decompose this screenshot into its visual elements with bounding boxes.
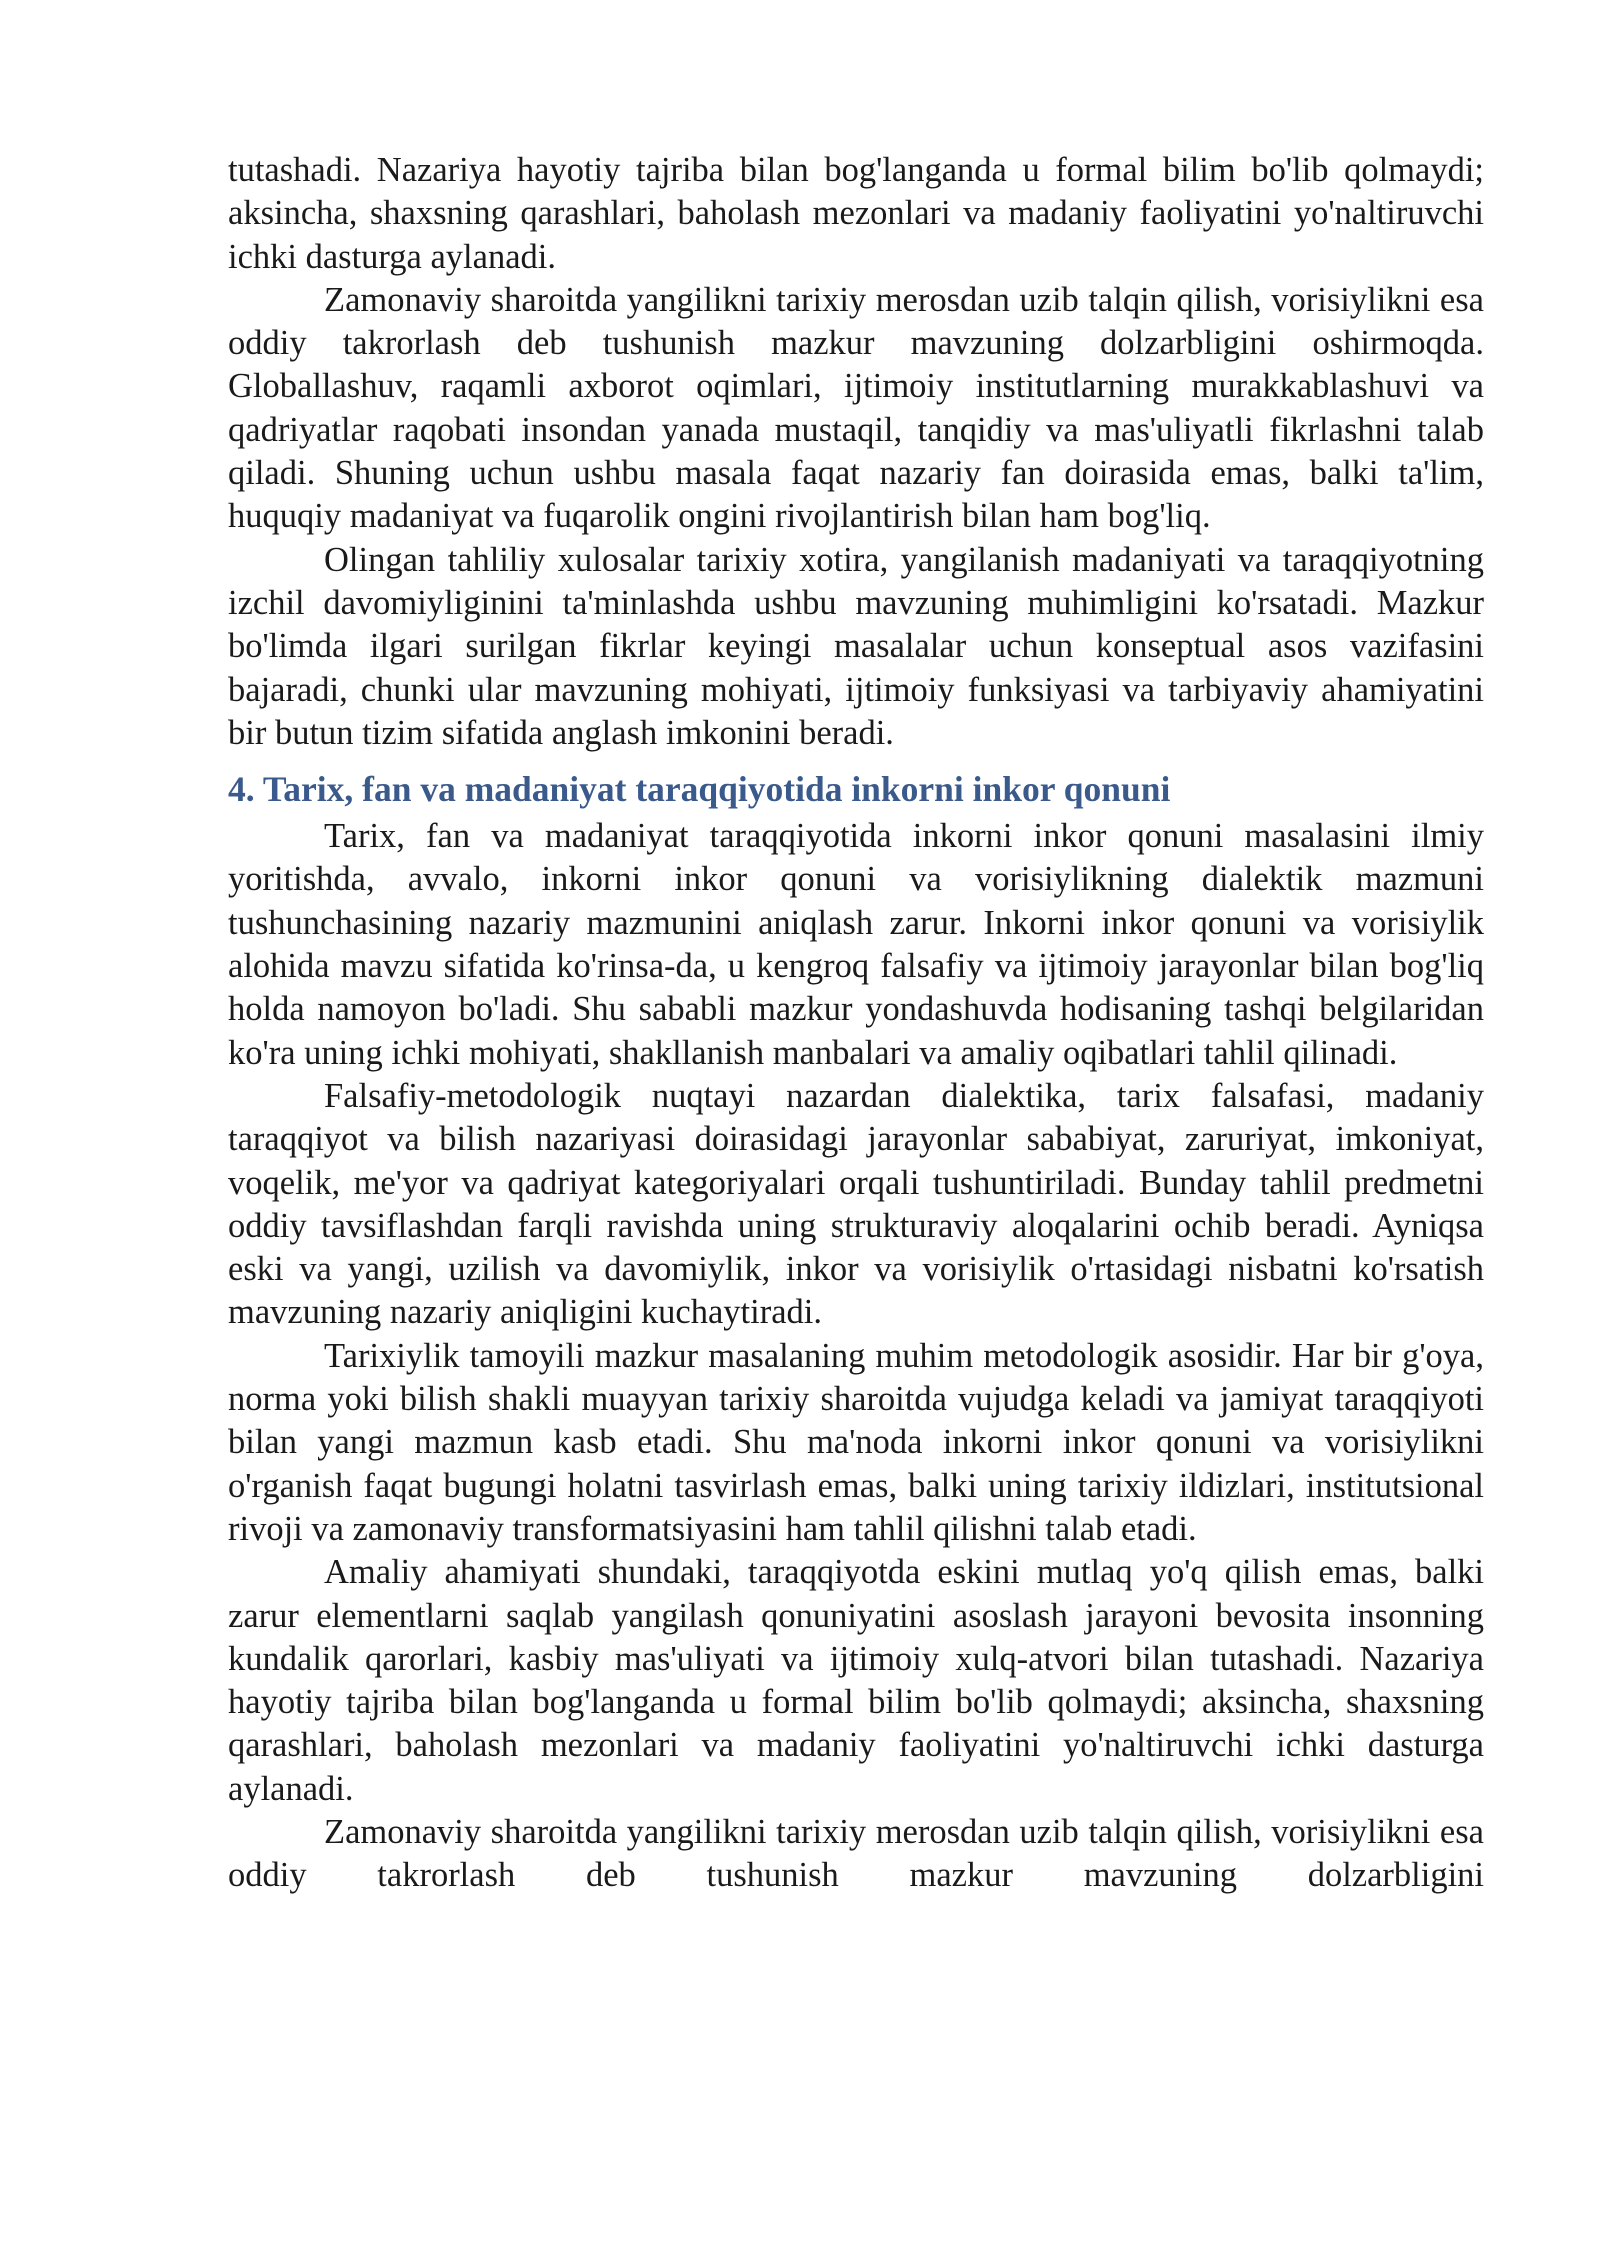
paragraph-truncated: Zamonaviy sharoitda yangilikni tarixiy merosdan uzib talqin qilish, vorisiylikni esa oddiy takrorlash deb tushunish mazkur mavzuning dolzarbligini [228, 1812, 1484, 1895]
document-page [228, 149, 1484, 1898]
paragraph: Tarixiylik tamoyili mazkur masalaning muhim metodologik asosidir. Har bir g'oya, norma yoki bilish shakli muayyan tarixiy sharoitda vujudga keladi va jamiyat taraqqiyoti bilan yangi mazmun kasb etadi. Shu ma'noda inkorni inkor qonuni va vorisiylikni o'rganish faqat bugungi holatni tasvirlash emas, balki uning tarixiy ildizlari, institutsional rivoji va zamonaviy transformatsiyasini ham tahlil qilishni talab etadi. [228, 1336, 1484, 1548]
paragraph: Tarix, fan va madaniyat taraqqiyotida inkorni inkor qonuni masalasini ilmiy yoritishda, avvalo, inkorni inkor qonuni va vorisiylikning dialektik mazmuni tushunchasining nazariy mazmunini aniqlash zarur. Inkorni inkor qonuni va vorisiylik alohida mavzu sifatida ko'rinsa-da, u kengroq falsafiy va ijtimoiy jarayonlar bilan bog'liq holda namoyon bo'ladi. Shu sababli mazkur yondashuvda hodisaning tashqi belgilaridan ko'ra uning ichki mohiyati, shakllanish manbalari va amaliy oqibatlari tahlil qilinadi. [228, 817, 1484, 1072]
paragraph: Zamonaviy sharoitda yangilikni tarixiy merosdan uzib talqin qilish, vorisiylikni esa oddiy takrorlash deb tushunish mazkur mavzuning dolzarbligini oshirmoqda. Globallashuv, raqamli axborot oqimlari, ijtimoiy institutlarning murakkablashuvi va qadriyatlar raqobati insondan yanada mustaqil, tanqidiy va mas'uliyatli fikrlashni talab qiladi. Shuning uchun ushbu masala faqat nazariy fan doirasida emas, balki ta'lim, huquqiy madaniyat va fuqarolik ongini rivojlantirish bilan ham bog'liq. [228, 280, 1484, 536]
paragraph: Amaliy ahamiyati shundaki, taraqqiyotda eskini mutlaq yo'q qilish emas, balki zarur elementlarni saqlab yangilash qonuniyatini asoslash jarayoni bevosita insonning kundalik qarorlari, kasbiy mas'uliyati va ijtimoiy xulq-atvori bilan tutashadi. Nazariya hayotiy tajriba bilan bog'langanda u formal bilim bo'lib qolmaydi; aksincha, shaxsning qarashlari, baholash mezonlari va madaniy faoliyatini yo'naltiruvchi ichki dasturga aylanadi. [228, 1553, 1484, 1808]
paragraph-continuation: tutashadi. Nazariya hayotiy tajriba bilan bog'langanda u formal bilim bo'lib qolmaydi; aksincha, shaxsning qarashlari, baholash mezonlari va madaniy faoliyatini yo'naltiruvchi ichki dasturga aylanadi. [228, 151, 1484, 276]
paragraph: Olingan tahliliy xulosalar tarixiy xotira, yangilanish madaniyati va taraqqiyotning izchil davomiyliginini ta'minlashda ushbu mavzuning muhimligini ko'rsatadi. Mazkur bo'limda ilgari surilgan fikrlar keyingi masalalar uchun konseptual asos vazifasini bajaradi, chunki ular mavzuning mohiyati, ijtimoiy funksiyasi va tarbiyaviy ahamiyatini bir butun tizim sifatida anglash imkonini beradi. [228, 540, 1484, 752]
section-heading: 4. Tarix, fan va madaniyat taraqqiyotida inkorni inkor qonuni [228, 769, 1171, 810]
paragraph: Falsafiy-metodologik nuqtayi nazardan dialektika, tarix falsafasi, madaniy taraqqiyot va bilish nazariyasi doirasidagi jarayonlar sababiyat, zaruriyat, imkoniyat, voqelik, me'yor va qadriyat kategoriyalari orqali tushuntiriladi. Bunday tahlil predmetni oddiy tavsiflashdan farqli ravishda uning strukturaviy aloqalarini ochib beradi. Ayniqsa eski va yangi, uzilish va davomiylik, inkor va vorisiylik o'rtasidagi nisbatni ko'rsatish mavzuning nazariy aniqligini kuchaytiradi. [228, 1076, 1484, 1332]
